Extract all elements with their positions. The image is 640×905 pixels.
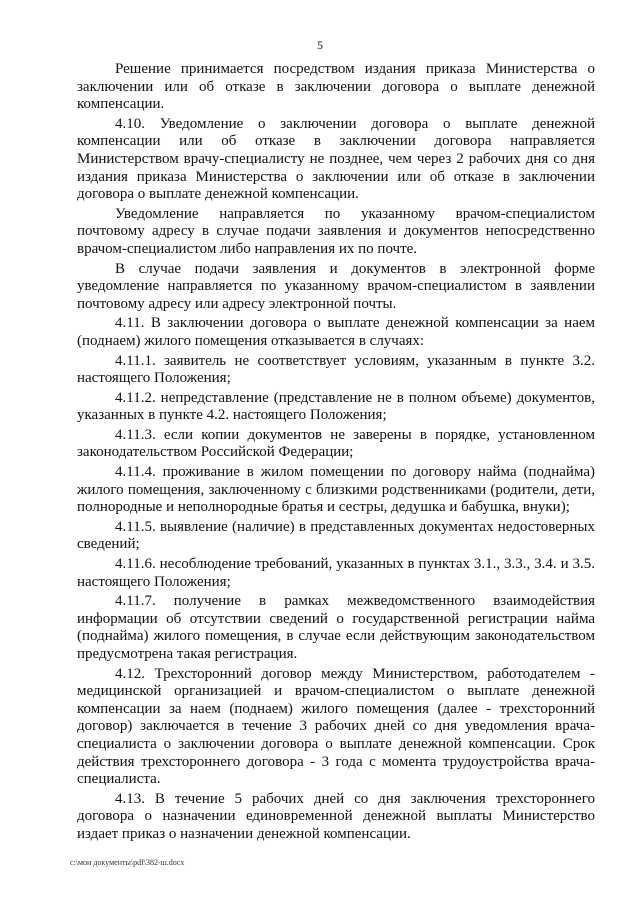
paragraph-4-11-2: 4.11.2. непредставление (представление не в полном объеме) документов, указанных в пункте 4.2. настоящего Положения;	[77, 389, 595, 424]
paragraph-4-10: 4.10. Уведомление о заключении договора о выплате денежной компенсации или об отказе в заключении договора направляется Министерством врачу-специалисту не позднее, чем через 2 рабочих дня со дня издания приказа Министерства о заключении или об отказе в заключении договора о выплате денежной компенсации.	[77, 115, 595, 203]
paragraph-notice-by-mail: Уведомление направляется по указанному врачом-специалистом почтовому адресу в случае подачи заявления и документов непосредственно врачом-специалистом либо направления их по почте.	[77, 205, 595, 257]
document-body	[77, 61, 595, 846]
paragraph-4-11-5: 4.11.5. выявление (наличие) в представленных документах недостоверных сведений;	[77, 518, 595, 553]
paragraph-decision-by-order: Решение принимается посредством издания приказа Министерства о заключении или об отказе в заключении договора о выплате денежной компенсации.	[77, 61, 595, 113]
paragraph-4-12: 4.12. Трехсторонний договор между Министерством, работодателем - медицинской организацией и врачом-специалистом о выплате денежной компенсации за наем (поднаем) жилого помещения (далее - трехсторонний договор) заключается в течение 3 рабочих дней со дня уведомления врача-специалиста о заключении договора о выплате денежной компенсации. Срок действия трехстороннего договора - 3 года с момента трудоустройства врача-специалиста.	[77, 665, 595, 788]
paragraph-notice-electronic: В случае подачи заявления и документов в электронной форме уведомление направляется по указанному врачом-специалистом в заявлении почтовому адресу или адресу электронной почты.	[77, 260, 595, 312]
paragraph-4-11-4: 4.11.4. проживание в жилом помещении по договору найма (поднайма) жилого помещения, заключенному с близкими родственниками (родители, дети, полнородные и неполнородные братья и сестры, дедушка и бабушка, внуки);	[77, 464, 595, 516]
paragraph-4-11-3: 4.11.3. если копии документов не заверены в порядке, установленном законодательством Российской Федерации;	[77, 426, 595, 461]
paragraph-4-11-7: 4.11.7. получение в рамках межведомственного взаимодействия информации об отсутствии сведений о государственной регистрации найма (поднайма) жилого помещения, в случае если действующим законодательством предусмотрена такая регистрация.	[77, 593, 595, 662]
page-number: 5	[317, 38, 323, 52]
paragraph-4-11: 4.11. В заключении договора о выплате денежной компенсации за наем (поднаем) жилого помещения отказывается в случаях:	[77, 315, 595, 349]
paragraph-4-11-6: 4.11.6. несоблюдение требований, указанных в пунктах 3.1., 3.3., 3.4. и 3.5. настоящего Положения;	[77, 556, 595, 590]
footer-file-path: c:\мои документы\pdf\382-ш.docx	[70, 858, 185, 867]
paragraph-4-11-1: 4.11.1. заявитель не соответствует условиям, указанным в пункте 3.2. настоящего Положения;	[77, 352, 595, 387]
paragraph-4-13: 4.13. В течение 5 рабочих дней со дня заключения трехстороннего договора о назначении единовременной денежной выплаты Министерство издает приказ о назначении денежной компенсации.	[77, 790, 595, 842]
